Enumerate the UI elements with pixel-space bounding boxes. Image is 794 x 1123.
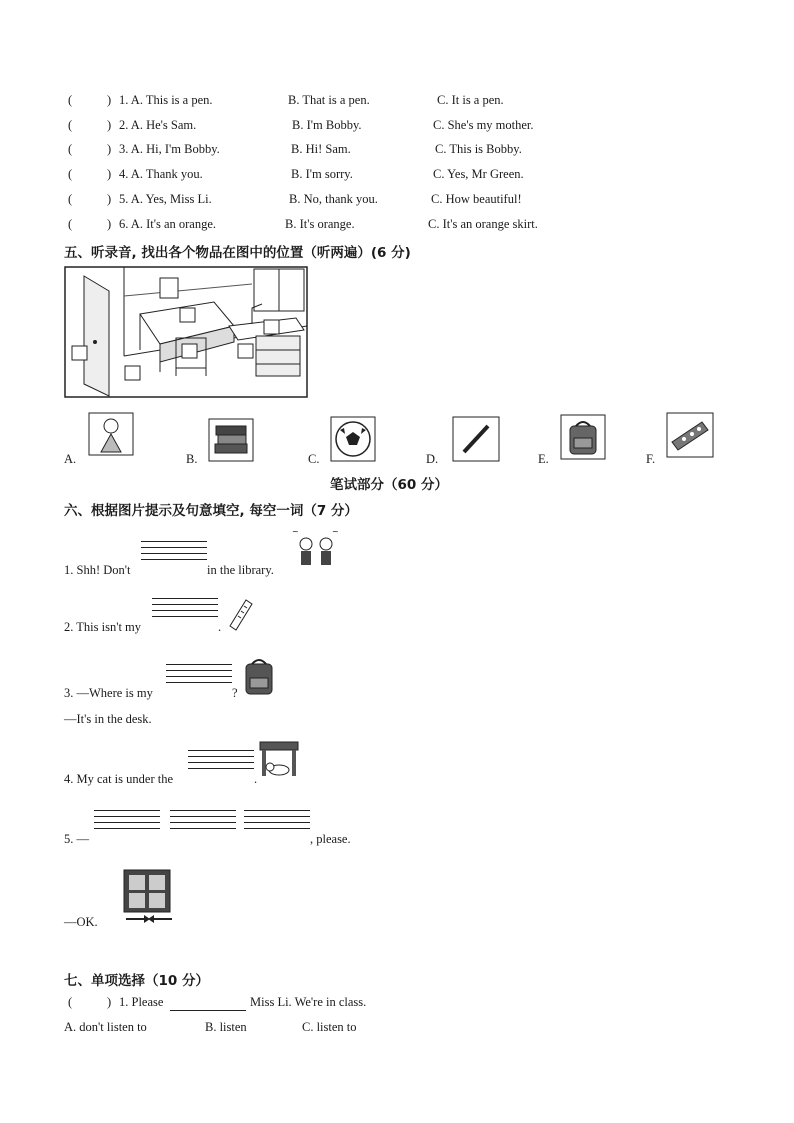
section6-heading: 六、根据图片提示及句意填空, 每空一词（7 分） [64,503,358,519]
option-a: 4. A. Thank you. [119,167,203,181]
q3-answer: —It's in the desk. [64,712,152,726]
option-c: C. Yes, Mr Green. [433,167,524,181]
answer-paren-close: ) [107,118,112,132]
answer-paren-close: ) [107,217,112,231]
answer-paren-open: ( [68,167,73,181]
writing-lines[interactable] [94,810,160,834]
option-b: B. It's orange. [285,217,355,231]
option-c: C. This is Bobby. [435,142,522,156]
writing-lines[interactable] [166,664,232,688]
option-b: B. That is a pen. [288,93,370,107]
bedroom-illustration [64,266,308,398]
option-a: 1. A. This is a pen. [119,93,213,107]
answer-paren-open: ( [68,217,73,231]
answer-paren-open: ( [68,995,73,1009]
option-label-d: D. [426,452,439,466]
q1-choice-text-end: Miss Li. We're in class. [250,995,367,1009]
pen-icon [452,416,500,462]
schoolbag-icon [238,654,282,698]
option-label-a: A. [64,452,77,466]
option-a: 5. A. Yes, Miss Li. [119,192,212,206]
section5-heading: 五、听录音, 找出各个物品在图中的位置（听两遍）(6 分) [64,245,411,261]
q5-text-end: , please. [310,832,351,846]
q2-text: 2. This isn't my [64,620,142,634]
written-section-heading: 笔试部分（60 分） [330,477,448,493]
q4-text: 4. My cat is under the [64,772,174,786]
option-a: 3. A. Hi, I'm Bobby. [119,142,220,156]
option-label-b: B. [186,452,198,466]
ruler-icon [226,598,254,634]
svg-text:~: ~ [332,527,339,536]
answer-blank[interactable] [170,996,246,1011]
writing-lines[interactable] [152,598,218,622]
option-label-c: C. [308,452,320,466]
option-c: C. It is a pen. [437,93,504,107]
answer-paren-close: ) [107,93,112,107]
doll-icon [88,412,134,456]
option-b: B. No, thank you. [289,192,378,206]
option-c: C. How beautiful! [431,192,522,206]
q2-text-end: . [218,620,222,634]
q3-text: 3. —Where is my [64,686,153,700]
answer-paren-close: ) [107,167,112,181]
talking-children-icon [288,524,344,572]
cat-under-desk-icon [256,738,302,780]
q5-text: 5. — [64,832,89,846]
choice-option-a: A. don't listen to [64,1020,147,1034]
q5-answer: —OK. [64,915,98,929]
books-icon [208,418,254,462]
option-c: C. It's an orange skirt. [428,217,538,231]
option-label-e: E. [538,452,549,466]
writing-lines[interactable] [188,750,254,774]
answer-paren-close: ) [107,192,112,206]
option-b: B. Hi! Sam. [291,142,351,156]
close-window-icon [120,868,178,926]
option-b: B. I'm sorry. [291,167,353,181]
writing-lines[interactable] [244,810,310,834]
answer-paren-open: ( [68,142,73,156]
choice-option-b: B. listen [205,1020,247,1034]
option-b: B. I'm Bobby. [292,118,362,132]
section7-heading: 七、单项选择（10 分） [64,973,209,989]
q3-text-end: ? [232,686,238,700]
answer-paren-open: ( [68,192,73,206]
q1-choice-text: 1. Please [119,995,164,1009]
option-label-f: F. [646,452,656,466]
answer-paren-open: ( [68,118,73,132]
football-icon [330,416,376,462]
q1-text: 1. Shh! Don't [64,563,131,577]
q4-text-end: . [254,772,258,786]
choice-option-c: C. listen to [302,1020,357,1034]
svg-text:~: ~ [292,527,299,536]
q1-text-end: in the library. [207,563,274,577]
option-a: 6. A. It's an orange. [119,217,217,231]
schoolbag-icon [560,414,606,460]
writing-lines[interactable] [141,541,207,565]
option-c: C. She's my mother. [433,118,534,132]
answer-paren-close: ) [107,995,112,1009]
answer-paren-open: ( [68,93,73,107]
option-a: 2. A. He's Sam. [119,118,197,132]
writing-lines[interactable] [170,810,236,834]
answer-paren-close: ) [107,142,112,156]
pencil-box-icon [666,412,714,458]
